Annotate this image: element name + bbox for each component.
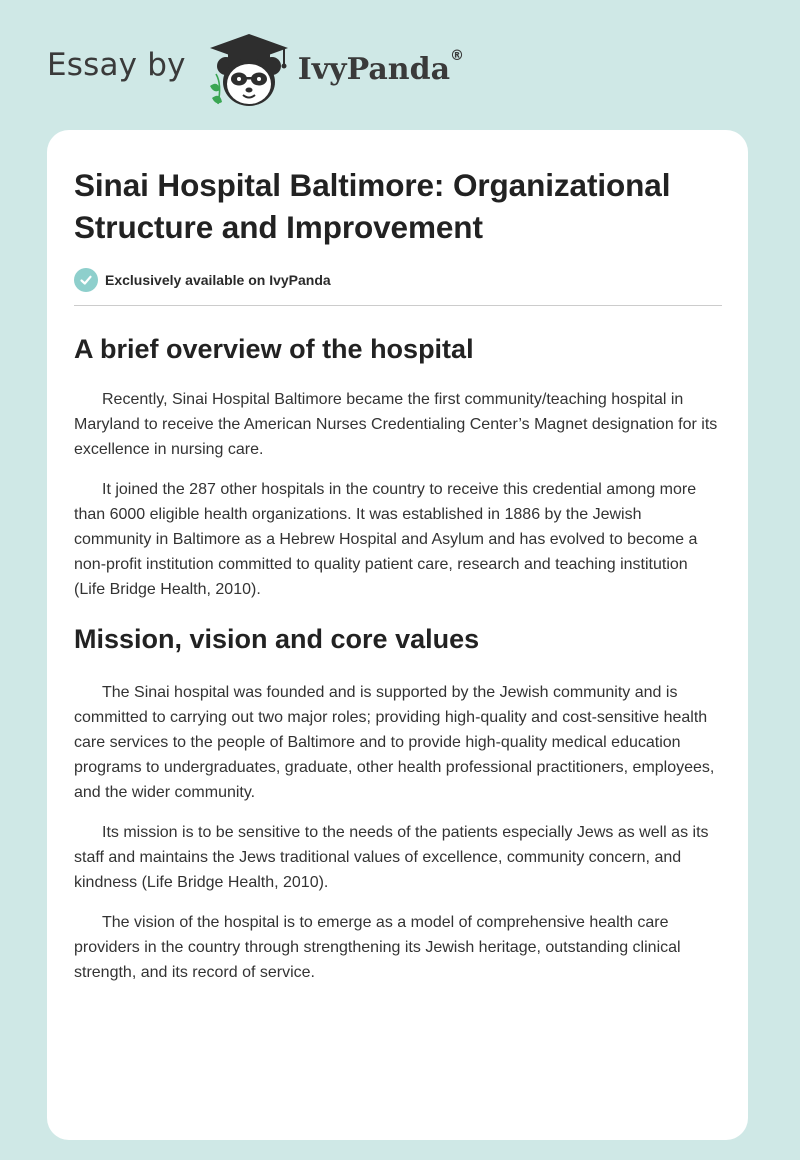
exclusive-badge (74, 268, 722, 306)
brand-prefix: Essay by (47, 47, 186, 83)
brand-header (47, 30, 464, 110)
brand-name[interactable]: IvyPanda® (297, 47, 465, 87)
exclusive-label: Exclusively available on IvyPanda (105, 272, 331, 288)
paragraph: Recently, Sinai Hospital Baltimore became the first community/teaching hospital in Maryland to receive the American Nurses Credentialing Center’s Magnet designation for its excellence in nursing care. (74, 391, 718, 458)
essay-title: Sinai Hospital Baltimore: Organizational Structure and Improvement (74, 167, 671, 245)
registered-mark: ® (450, 47, 465, 64)
panda-logo-icon[interactable] (204, 30, 294, 110)
paragraph: It joined the 287 other hospitals in the country to receive this credential among more than 6000 eligible health organizations. It was established in 1886 by the Jewish community in Baltimore as a Hebrew Hospital and Asylum and has evolved to become a non-profit institution committed to quality patient care, research and teaching institution (Life Bridge Health, 2010). (74, 481, 698, 598)
check-circle-icon (74, 268, 98, 292)
essay-content (47, 130, 748, 985)
section-heading-mission: Mission, vision and core values (74, 624, 480, 654)
section-heading-overview: A brief overview of the hospital (74, 334, 474, 364)
essay-card (47, 130, 748, 1140)
paragraph: The Sinai hospital was founded and is supported by the Jewish community and is committed to carrying out two major roles; providing high-quality and cost-sensitive health care services to the people of Baltimore and to provide high-quality medical education programs to undergraduates, graduate, other health professional practitioners, employees, and the wider community. (74, 684, 715, 801)
paragraph: Its mission is to be sensitive to the needs of the patients especially Jews as well as its staff and maintains the Jews traditional values of excellence, community concern, and kindness (Life Bridge Health, 2010). (74, 824, 709, 891)
paragraph: The vision of the hospital is to emerge as a model of comprehensive health care providers in the country through strengthening its Jewish heritage, outstanding clinical strength, and its record of service. (74, 914, 681, 981)
